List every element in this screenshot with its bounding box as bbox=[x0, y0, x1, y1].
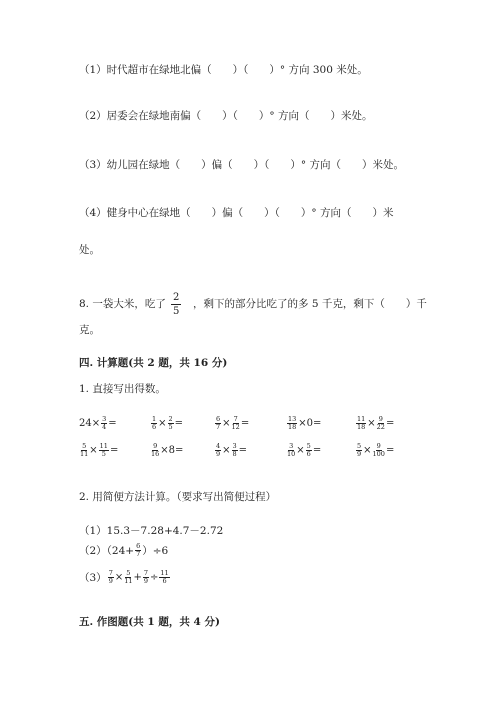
q7-sub2: （2）居委会在绿地南偏（ ）（ ）° 方向（ ）米处。 bbox=[79, 110, 373, 122]
q7-sub4-line2: 处。 bbox=[79, 244, 100, 256]
calc-row1-item5: $\frac{11}{18}$ × $\frac{9}{22}$ = bbox=[357, 415, 395, 431]
q7-sub4-line1: （4）健身中心在绿地（ ）偏（ ）（ ）° 方向（ ）米 bbox=[79, 207, 394, 219]
calc-q2-expr1: （1）15.3－7.28+4.7－2.72 bbox=[79, 525, 224, 537]
calc-row2-item1: $\frac{5}{11}$ × $\frac{11}{5}$ = bbox=[80, 442, 119, 458]
calc-q1-title: 1. 直接写出得数。 bbox=[79, 383, 166, 395]
q7-sub1: （1）时代超市在绿地北偏（ ）（ ）° 方向 300 米处。 bbox=[79, 64, 368, 76]
part4-heading: 四. 计算题(共 2 题，共 16 分) bbox=[79, 357, 228, 369]
calc-q2-expr3: （3） $\frac{7}{9}$ × $\frac{5}{11}$ + $\frac{7}{9}$ ÷ $\frac{11}{6}$ bbox=[79, 569, 169, 585]
q8-text-post: ，剩下的部分比吃了的多 5 千克，剩下（ ）千 bbox=[193, 298, 427, 310]
q8-text-line2: 克。 bbox=[79, 324, 100, 336]
q8-text-pre: 8. 一袋大米，吃了 bbox=[79, 298, 166, 310]
calc-q2-title: 2. 用简便方法计算。（要求写出简便过程） bbox=[79, 491, 277, 503]
calc-q2-expr2: （2）（24+ $\frac{6}{7}$ ）÷6 bbox=[79, 542, 169, 558]
part5-heading: 五. 作图题(共 1 题，共 4 分) bbox=[79, 616, 220, 628]
calc-row2-item5: $\frac{5}{9}$ × $\frac{9}{100}$ = bbox=[357, 442, 395, 458]
calc-row1-item1: 24× $\frac{3}{4}$ = bbox=[79, 415, 117, 431]
q8-fraction bbox=[170, 291, 182, 318]
calc-row1-item4: $\frac{13}{18}$ ×0= bbox=[288, 415, 322, 431]
calc-row2-item4: $\frac{3}{10}$ × $\frac{5}{6}$ = bbox=[287, 442, 322, 458]
q8-frac-num: 2 bbox=[173, 292, 180, 303]
calc-row1-item3: $\frac{6}{7}$ × $\frac{7}{12}$ = bbox=[216, 415, 250, 431]
calc-row2-item3: $\frac{4}{9}$ × $\frac{3}{8}$ = bbox=[216, 442, 248, 458]
q8-frac-den: 5 bbox=[173, 306, 180, 317]
calc-row1-item2: $\frac{1}{6}$ × $\frac{2}{5}$ = bbox=[152, 415, 184, 431]
q7-sub3: （3）幼儿园在绿地（ ）偏（ ）（ ）° 方向（ ）米处。 bbox=[79, 159, 405, 171]
calc-row2-item2: $\frac{9}{16}$ ×8= bbox=[151, 442, 184, 458]
